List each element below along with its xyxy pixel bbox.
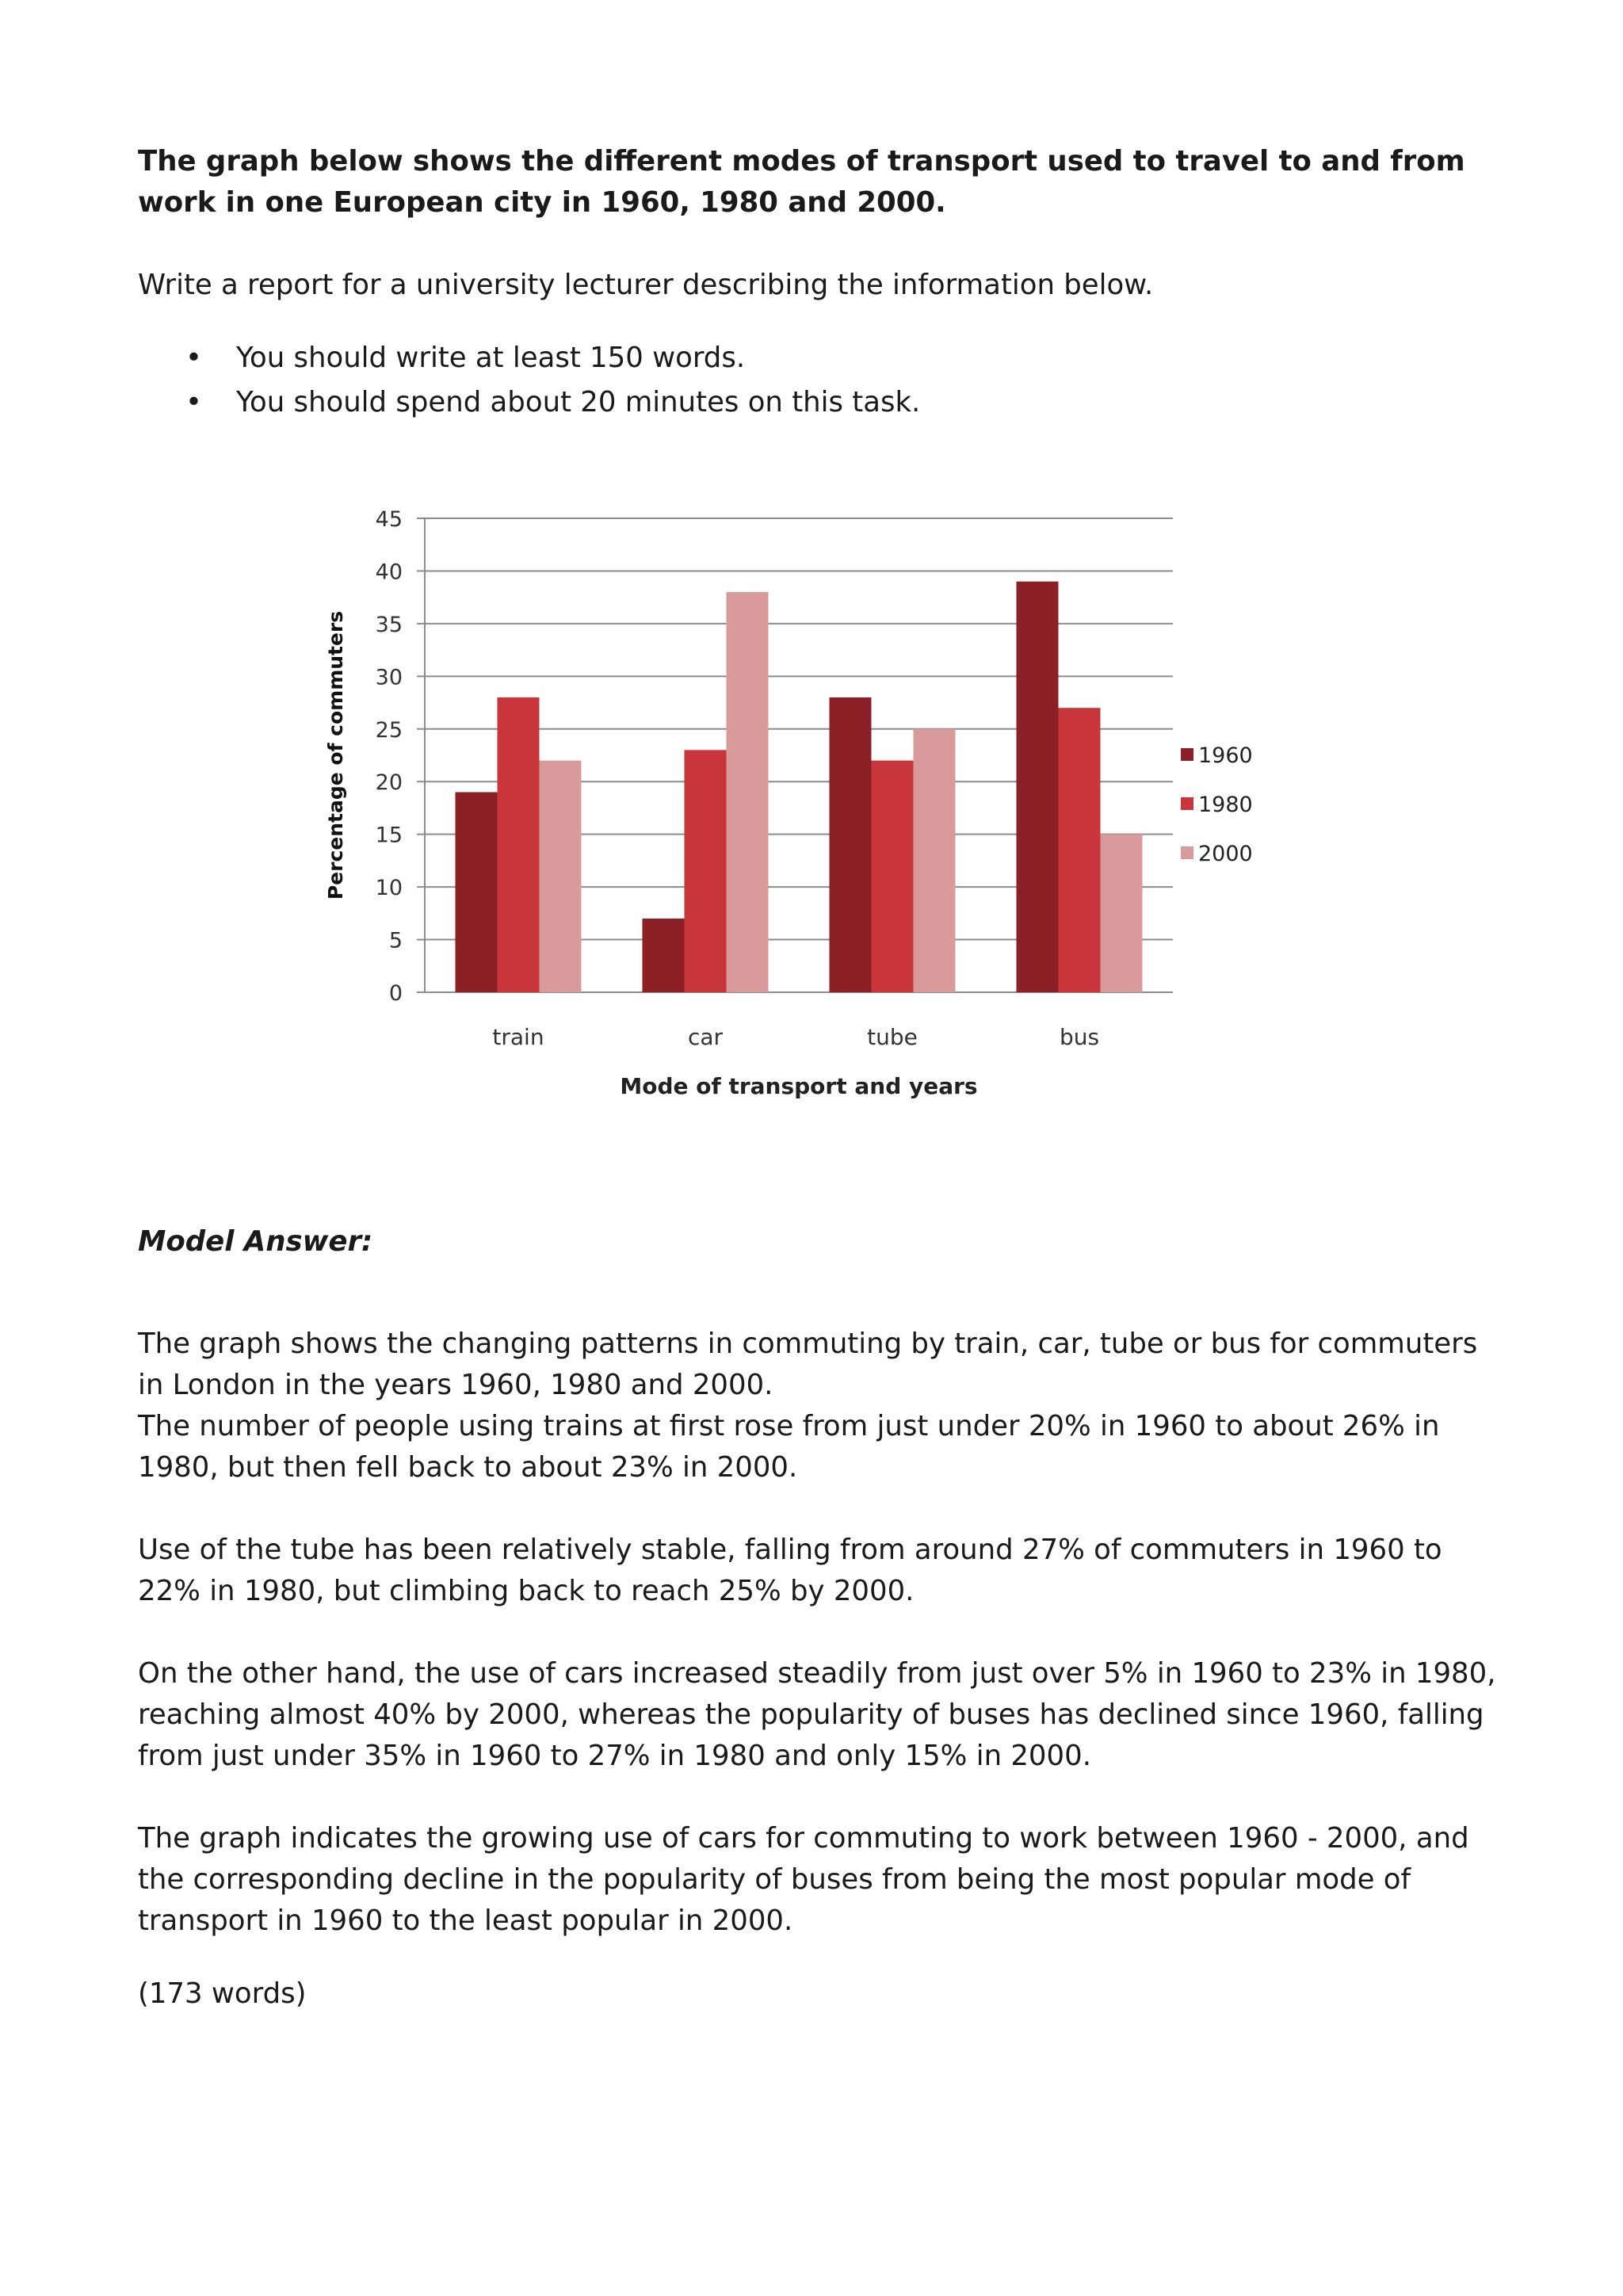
y-tick-label: 35 bbox=[375, 612, 403, 637]
x-tick-label: bus bbox=[1059, 1024, 1100, 1050]
word-count: (173 words) bbox=[138, 1977, 307, 2010]
bullet-item bbox=[138, 336, 920, 380]
legend-label: 1960 bbox=[1198, 743, 1253, 768]
bar-bus-1960 bbox=[1017, 582, 1059, 992]
answer-paragraph-4: The graph indicates the growing use of cars for commuting to work between 1960 - 2000, and the corresponding decline in the popularity of buses from being the most popular mode of transport in 1960 to the least popular in 2000. bbox=[138, 1822, 1469, 1937]
answer-paragraph-3: On the other hand, the use of cars increased steadily from just over 5% in 1960 to 23% in 1980, reaching almost 40% by 2000, whereas the popularity of buses has declined since 1960, falling from just under 35% in 1960 to 27% in 1980 and only 15% in 2000. bbox=[138, 1657, 1496, 1772]
bullet-text: You should write at least 150 words. bbox=[236, 342, 746, 374]
bar-chart-svg bbox=[309, 491, 1253, 1110]
y-tick-label: 0 bbox=[388, 981, 403, 1006]
bullet-icon: • bbox=[185, 386, 202, 418]
answer-paragraph-1 bbox=[138, 1324, 1501, 1488]
y-axis-title: Percentage of commuters bbox=[324, 610, 347, 900]
answer-line: The number of people using trains at first rose from just under 20% in 1960 to about 26% in 1980, but then fell back to about 23% in 2000. bbox=[138, 1410, 1440, 1484]
bullet-text: You should spend about 20 minutes on this task. bbox=[236, 386, 921, 418]
y-tick-label: 20 bbox=[375, 770, 403, 796]
bar-car-1960 bbox=[643, 919, 685, 992]
bar-car-2000 bbox=[727, 592, 769, 992]
y-tick-label: 15 bbox=[375, 823, 403, 848]
task-instruction: Write a report for a university lecturer describing the information below. bbox=[138, 269, 1154, 301]
bar-car-1980 bbox=[685, 750, 727, 992]
legend-swatch bbox=[1181, 846, 1193, 859]
answer-paragraph-2: Use of the tube has been relatively stable, falling from around 27% of commuters in 1960 to 22% in 1980, but climbing back to reach 25% by 2000. bbox=[138, 1534, 1442, 1607]
answer-line: The graph shows the changing patterns in commuting by train, car, tube or bus for commuters in London in the years 1960, 1980 and 2000. bbox=[138, 1328, 1478, 1401]
bullet-item bbox=[138, 380, 920, 425]
task-title: The graph below shows the different modes of transport used to travel to and from work in one European city in 1960, 1980 and 2000. bbox=[138, 145, 1465, 219]
y-tick-label: 5 bbox=[388, 928, 403, 953]
bar-train-1960 bbox=[456, 793, 498, 992]
legend-swatch bbox=[1181, 797, 1193, 810]
x-axis-title: Mode of transport and years bbox=[620, 1073, 978, 1099]
y-tick-label: 45 bbox=[375, 507, 403, 532]
legend-swatch bbox=[1181, 748, 1193, 761]
bullet-icon: • bbox=[185, 342, 202, 374]
y-tick-label: 10 bbox=[375, 876, 403, 901]
x-tick-label: car bbox=[687, 1024, 724, 1050]
bar-tube-1960 bbox=[830, 697, 872, 992]
bar-train-1980 bbox=[498, 697, 540, 992]
task-bullet-list bbox=[138, 336, 920, 425]
model-answer-heading: Model Answer: bbox=[138, 1225, 373, 1258]
bar-train-2000 bbox=[540, 761, 582, 992]
bar-bus-2000 bbox=[1101, 835, 1143, 992]
y-tick-label: 25 bbox=[375, 717, 403, 743]
bar-tube-2000 bbox=[914, 729, 956, 992]
y-tick-label: 40 bbox=[375, 560, 403, 585]
bar-bus-1980 bbox=[1059, 708, 1101, 992]
bar-tube-1980 bbox=[872, 761, 914, 992]
bar-chart bbox=[309, 491, 1253, 1110]
legend-label: 1980 bbox=[1198, 793, 1253, 817]
x-tick-label: train bbox=[492, 1024, 544, 1050]
legend-label: 2000 bbox=[1198, 842, 1253, 866]
y-tick-label: 30 bbox=[375, 665, 403, 690]
x-tick-label: tube bbox=[867, 1024, 918, 1050]
